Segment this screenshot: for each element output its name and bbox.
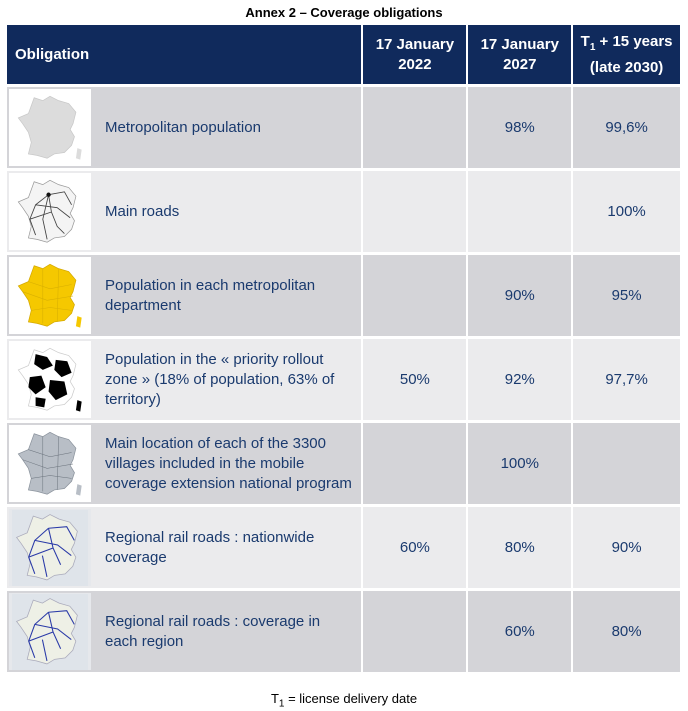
value-2022 [363,171,466,252]
value-2022 [363,423,466,504]
table-row [7,171,680,252]
value-2027: 90% [468,255,571,336]
value-2030 [573,423,680,504]
obligation-label: Regional rail roads : nationwide coverage [105,528,315,566]
obligation-cell [7,87,361,168]
obligation-cell [7,255,361,336]
footnote [0,691,688,710]
table-row [7,591,680,672]
value-2027: 98% [468,87,571,168]
value-2027: 60% [468,591,571,672]
header-2022-line2: 2022 [398,55,432,73]
header-2030-sub: 1 [589,41,596,53]
value-2022 [363,591,466,672]
value-2030: 99,6% [573,87,680,168]
table-row [7,255,680,336]
header-2030-rest: + 15 years [595,32,673,50]
yellow-departments-map-icon [9,257,91,334]
header-2030-t: T [580,32,590,50]
header-2030 [573,25,680,84]
value-2022: 50% [363,339,466,420]
header-2027-line2: 2027 [503,55,537,73]
obligation-label: Regional rail roads : coverage in each region [105,612,321,650]
footnote-text: = license delivery date [284,691,418,706]
obligation-label: Main location of each of the 3300 villages included in the mobile coverage extension national program [105,434,352,492]
coverage-table [5,22,682,675]
value-2027: 100% [468,423,571,504]
obligation-cell [7,507,361,588]
villages-map-icon [9,425,91,502]
obligation-label: Population in the « priority rollout zone » (18% of population, 63% of territory) [105,350,335,408]
rail-map-icon [9,509,91,586]
grey-map-icon [9,89,91,166]
obligation-cell [7,423,361,504]
value-2030: 95% [573,255,680,336]
value-2022 [363,255,466,336]
table-header-row [7,25,680,84]
obligation-label: Main roads [105,202,180,220]
rail-map-icon [9,593,91,670]
value-2022: 60% [363,507,466,588]
value-2027: 92% [468,339,571,420]
table-row [7,339,680,420]
footnote-t: T [270,691,279,706]
value-2027 [468,171,571,252]
value-2030: 80% [573,591,680,672]
obligation-label: Metropolitan population [105,118,261,136]
header-2027 [468,25,571,84]
value-2027: 80% [468,507,571,588]
header-2030-line2: (late 2030) [589,58,664,76]
obligation-cell [7,591,361,672]
header-2022-line1: 17 January [375,35,455,53]
value-2030: 97,7% [573,339,680,420]
table-row [7,87,680,168]
table-row [7,507,680,588]
road-network-map-icon [9,173,91,250]
footnote-sub: 1 [278,698,285,710]
obligation-cell [7,171,361,252]
black-priority-zone-map-icon [9,341,91,418]
value-2030: 100% [573,171,680,252]
header-obligation: Obligation [7,25,361,84]
annex-title: Annex 2 – Coverage obligations [245,5,443,20]
obligation-label: Population in each metropolitan department [105,276,316,314]
obligation-cell [7,339,361,420]
value-2030: 90% [573,507,680,588]
header-2022 [363,25,466,84]
table-row [7,423,680,504]
header-2027-line1: 17 January [480,35,559,53]
value-2022 [363,87,466,168]
